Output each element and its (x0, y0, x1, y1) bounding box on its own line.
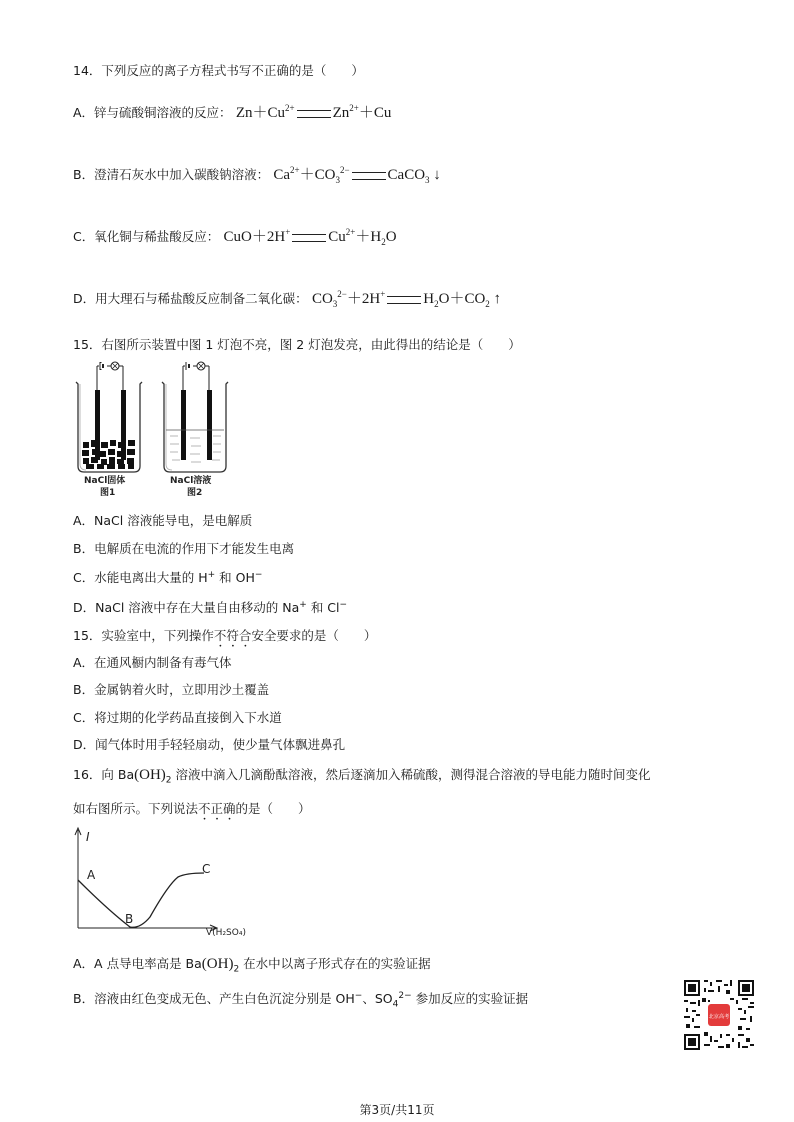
q15b-option-d: D．闻气体时用手轻轻扇动，使少量气体飘进鼻孔 (73, 737, 346, 752)
q14-option-c (73, 228, 397, 246)
q15a-option-b: B．电解质在电流的作用下才能发生电离 (73, 541, 295, 556)
point-b-label: B (125, 912, 134, 926)
beaker-2 (162, 362, 228, 498)
fig1-label: 图1 (100, 488, 116, 498)
q14-b-equation: $Ca^{2+}+CO_3^{2-}$ CaCO$_3$ ↓ (273, 165, 441, 185)
q14-option-b (73, 166, 441, 184)
q15b-option-b: B．金属钠着火时，立即用沙土覆盖 (73, 682, 270, 697)
q14-c-label: C．氧化铜与稀盐酸反应： (73, 229, 220, 244)
q16-stem-line2: 如右图所示。下列说法不正确的是（ ） (73, 801, 311, 816)
fig2-caption: NaCl溶液 (170, 476, 212, 486)
q15a-option-d: D．NaCl 溶液中存在大量自由移动的 Na+ 和 Cl− (73, 599, 348, 615)
q14-option-d (73, 290, 501, 308)
q15a-option-c: C．水能电离出大量的 H+ 和 OH− (73, 569, 263, 585)
q15a-stem: 15．右图所示装置中图 1 灯泡不亮，图 2 灯泡发亮，由此得出的结论是（ ） (73, 337, 521, 352)
q15b-option-c: C．将过期的化学药品直接倒入下水道 (73, 710, 282, 725)
equals-sign (297, 110, 331, 118)
q14-a-label: A．锌与硫酸铜溶液的反应： (73, 105, 232, 120)
q15b-stem: 15．实验室中，下列操作不符合安全要求的是（ ） (73, 628, 377, 643)
q14-a-equation: $Zn+Cu^{2+}$ $Zn^{2+}+Cu$ (235, 103, 392, 121)
x-axis-label: V(H₂SO₄) (206, 928, 246, 938)
qr-logo-text: 北京高考 (708, 1014, 730, 1020)
q15b-option-a: A．在通风橱内制备有毒气体 (73, 655, 232, 670)
q14-c-equation: CuO＋2H+ $Cu^{2+}+H_2O$ (223, 227, 397, 247)
emphasis-text: 不正确 (198, 801, 236, 816)
equals-sign (292, 234, 326, 242)
beaker-figure (70, 360, 240, 502)
q16-option-a: A．A 点导电率高是 $Ba(OH)_2$ 在水中以离子形式存在的实验证据 (73, 956, 431, 975)
q14-d-label: D．用大理石与稀盐酸反应制备二氧化碳： (73, 291, 308, 306)
q16-stem: 16．向 $Ba(OH)_2$ 溶液中滴入几滴酚酞溶液，然后逐滴加入稀硫酸，测得混合溶液的导电能力随时间变化 (73, 767, 651, 786)
q14-option-a (73, 104, 391, 122)
beaker-1 (76, 362, 142, 498)
conductivity-graph (68, 825, 258, 940)
fig1-caption: NaCl固体 (84, 476, 126, 486)
q14-b-label: B．澄清石灰水中加入碳酸钠溶液： (73, 167, 270, 182)
q15a-option-a: A．NaCl 溶液能导电，是电解质 (73, 513, 253, 528)
q14-stem: 14．下列反应的离子方程式书写不正确的是（ ） (73, 63, 364, 78)
page-footer: 第3页/共11页 (359, 1103, 435, 1117)
equals-sign (352, 172, 386, 180)
qr-code (682, 978, 756, 1052)
q16-option-b: B．溶液由红色变成无色、产生白色沉淀分别是 OH−、$SO_4^{2-}$ 参加反应的实验证据 (73, 990, 529, 1010)
point-c-label: C (202, 862, 211, 876)
emphasis-text: 不符合 (213, 628, 252, 643)
fig2-label: 图2 (187, 488, 203, 498)
y-axis-label: I (86, 830, 90, 844)
q14-d-equation: $CO_3^{2-}+2H^+$ $H_2O+CO_2$ ↑ (311, 289, 502, 309)
equals-sign (387, 296, 421, 304)
point-a-label: A (87, 868, 96, 882)
